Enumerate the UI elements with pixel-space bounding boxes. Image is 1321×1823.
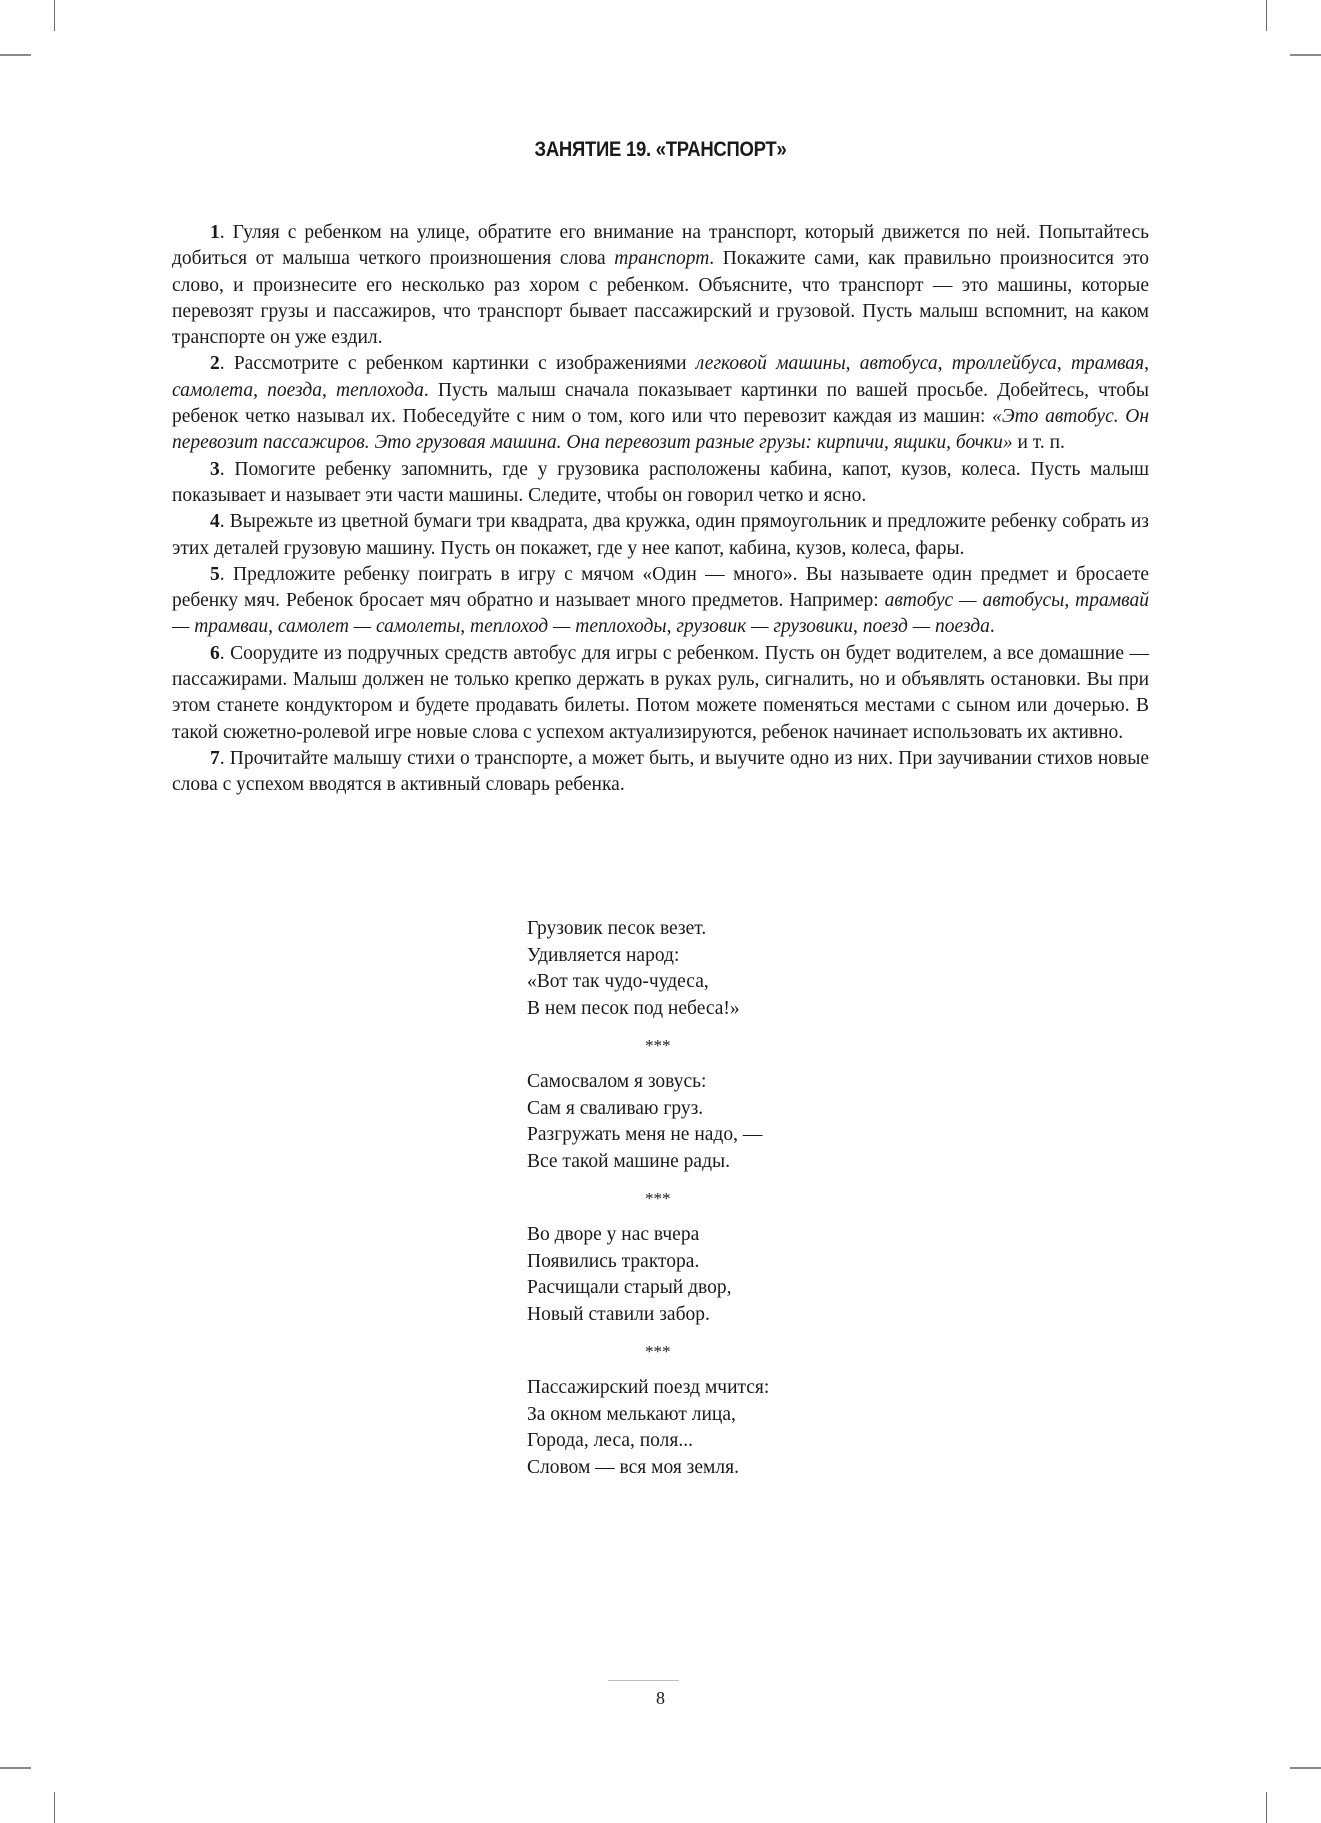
italic-text: самолет — самолеты bbox=[277, 616, 461, 638]
text: . Вырежьте из цветной бумаги три квадрата, два кружка, один прямоугольник и предложите ребенку собрать из этих деталей грузовую машину. Пусть он покажет, где у нее капот, кабина, кузов, колеса, фары. bbox=[172, 511, 1149, 559]
paragraph-number: 2 bbox=[210, 353, 220, 375]
poem-line: Все такой машине рады. bbox=[527, 1150, 730, 1172]
poem-stanza-2 bbox=[527, 1069, 847, 1175]
text: . Пусть малыш сначала показывает картинки по вашей просьбе. Добейтесь, чтобы ребенок четко называл их. Побеседуйте с ним о том, кого или что перевозит каждая из машин: bbox=[172, 379, 1150, 428]
text: , bbox=[853, 616, 863, 638]
stanza-separator: *** bbox=[645, 1189, 671, 1208]
poems-block bbox=[527, 916, 847, 1481]
text: , bbox=[1144, 353, 1150, 375]
italic-text: трамвая bbox=[1070, 353, 1145, 375]
paragraph-number: 3 bbox=[210, 458, 220, 480]
poem-line: Разгружать меня не надо, — bbox=[527, 1124, 763, 1145]
paragraph-7 bbox=[172, 746, 1149, 799]
paragraph-number: 4 bbox=[210, 511, 220, 533]
paragraph-1 bbox=[172, 220, 1149, 351]
italic-text: грузовик — грузовики bbox=[676, 616, 854, 638]
stanza-separator: *** bbox=[645, 1342, 671, 1361]
poem-line: Во дворе у нас вчера bbox=[527, 1224, 700, 1245]
poem-line: Пассажирский поезд мчится: bbox=[527, 1377, 770, 1398]
text: и т. п. bbox=[1012, 432, 1065, 454]
text: . Соорудите из подручных средств автобус для игры с ребенком. Пусть он будет водителем, а все домашние — пассажирами. Малыш должен не только крепко держать в руках руль, сигналить, но и объявлять остановки. Вы при этом станете кондуктором и будете продавать билеты. Потом можете поменяться местами с сыном или дочерью. В такой сюжетно-ролевой игре новые слова с успехом актуализируются, ребенок начинает использовать их активно. bbox=[172, 642, 1149, 743]
text: , bbox=[666, 616, 677, 638]
italic-text: трамвай — трамваи bbox=[172, 590, 1149, 638]
italic-text: транспорт bbox=[614, 248, 710, 270]
text: , bbox=[845, 353, 860, 375]
paragraph-5 bbox=[172, 562, 1149, 641]
poem-stanza-4 bbox=[527, 1375, 847, 1481]
page-number: 8 bbox=[656, 1688, 665, 1708]
text: . bbox=[989, 616, 995, 638]
poem-line: Новый ставили забор. bbox=[527, 1303, 710, 1325]
poem-line: Словом — вся моя земля. bbox=[527, 1456, 739, 1478]
crop-mark-top-right-vertical bbox=[1266, 0, 1267, 31]
page-title: ЗАНЯТИЕ 19. «ТРАНСПОРТ» bbox=[534, 138, 787, 161]
text: . Помогите ребенку запомнить, где у грузовика расположены кабина, капот, кузов, колеса. Пусть малыш показывает и называет эти части машины. Следите, чтобы он говорил четко и ясно. bbox=[172, 458, 1149, 506]
poem-line: Самосвалом я зовусь: bbox=[527, 1071, 707, 1092]
paragraph-4 bbox=[172, 509, 1149, 562]
italic-text: троллейбуса bbox=[951, 353, 1057, 375]
text: . Гуляя с ребенком на улице, обратите его внимание на транспорт, который движется по ней. Попытайтесь добиться от малыша четкого произношения слова bbox=[172, 222, 1149, 270]
paragraph-6 bbox=[172, 641, 1149, 746]
paragraph-number: 1 bbox=[210, 222, 220, 243]
poem-stanza-3 bbox=[527, 1222, 847, 1328]
text: . Покажите сами, как правильно произносится это слово, и произнесите его несколько раз хором с ребенком. Объясните, что транспорт — это машины, которые перевозят грузы и пассажиров, что транспорт бывает пассажирский и грузовой. Пусть малыш вспомнит, на каком транспорте он уже ездил. bbox=[172, 248, 1150, 349]
italic-text: теплоход — теплоходы bbox=[470, 616, 667, 638]
crop-mark-top-right-horizontal bbox=[1290, 54, 1321, 56]
poem-line: «Вот так чудо-чудеса, bbox=[527, 971, 709, 992]
poem-line: Расчищали старый двор, bbox=[527, 1277, 732, 1298]
crop-mark-bottom-left-vertical bbox=[54, 1792, 55, 1823]
crop-mark-bottom-right-vertical bbox=[1266, 1792, 1267, 1823]
text: , bbox=[937, 353, 952, 375]
text: , bbox=[460, 616, 471, 638]
italic-text: поезд — поезда bbox=[862, 616, 990, 638]
text: , bbox=[253, 379, 268, 401]
italic-text: автобуса bbox=[859, 353, 938, 375]
footer-rule bbox=[608, 1680, 679, 1681]
poem-line: Города, леса, поля... bbox=[527, 1430, 693, 1451]
paragraph-number: 6 bbox=[210, 642, 220, 664]
italic-text: поезда bbox=[267, 379, 322, 401]
text: . Прочитайте малышу стихи о транспорте, а может быть, и выучите одно из них. При заучивании стихов новые слова с успехом вводятся в активный словарь ребенка. bbox=[172, 747, 1149, 796]
poem-line: Сам я сваливаю груз. bbox=[527, 1097, 704, 1119]
crop-mark-bottom-right-horizontal bbox=[1290, 1767, 1321, 1769]
poem-line: Удивляется народ: bbox=[527, 944, 680, 966]
poem-stanza-1 bbox=[527, 916, 847, 1022]
paragraph-3 bbox=[172, 457, 1149, 510]
text: , bbox=[1064, 590, 1076, 612]
text: . Рассмотрите с ребенком картинки с изображениями bbox=[219, 353, 696, 375]
paragraph-number: 7 bbox=[210, 747, 220, 769]
poem-line: Грузовик песок везет. bbox=[527, 918, 707, 939]
italic-text: автобус — автобусы bbox=[884, 590, 1065, 612]
italic-text: самолета bbox=[172, 379, 254, 401]
text: , bbox=[268, 616, 278, 638]
poem-line: За окном мелькают лица, bbox=[527, 1403, 736, 1425]
italic-text: теплохода bbox=[336, 379, 424, 401]
paragraph-number: 5 bbox=[210, 563, 220, 585]
italic-text: «Это автобус. Он перевозит пассажиров. Это грузовая машина. Она перевозит разные грузы: кирпичи, ящики, бочки» bbox=[172, 406, 1149, 454]
poem-line: Появились трактора. bbox=[527, 1250, 700, 1272]
lesson-body bbox=[172, 220, 1149, 799]
italic-text: легковой машины bbox=[695, 353, 846, 375]
stanza-separator: *** bbox=[645, 1036, 671, 1055]
crop-mark-top-left-vertical bbox=[54, 0, 55, 31]
paragraph-2 bbox=[172, 351, 1149, 456]
crop-mark-top-left-horizontal bbox=[0, 54, 31, 56]
text: , bbox=[1056, 353, 1071, 375]
poem-line: В нем песок под небеса!» bbox=[527, 997, 740, 1019]
crop-mark-bottom-left-horizontal bbox=[0, 1767, 31, 1769]
text: . Предложите ребенку поиграть в игру с мячом «Один — много». Вы называете один предмет и бросаете ребенку мяч. Ребенок бросает мяч обратно и называет много предметов. Например: bbox=[172, 563, 1149, 612]
text: , bbox=[321, 379, 337, 401]
